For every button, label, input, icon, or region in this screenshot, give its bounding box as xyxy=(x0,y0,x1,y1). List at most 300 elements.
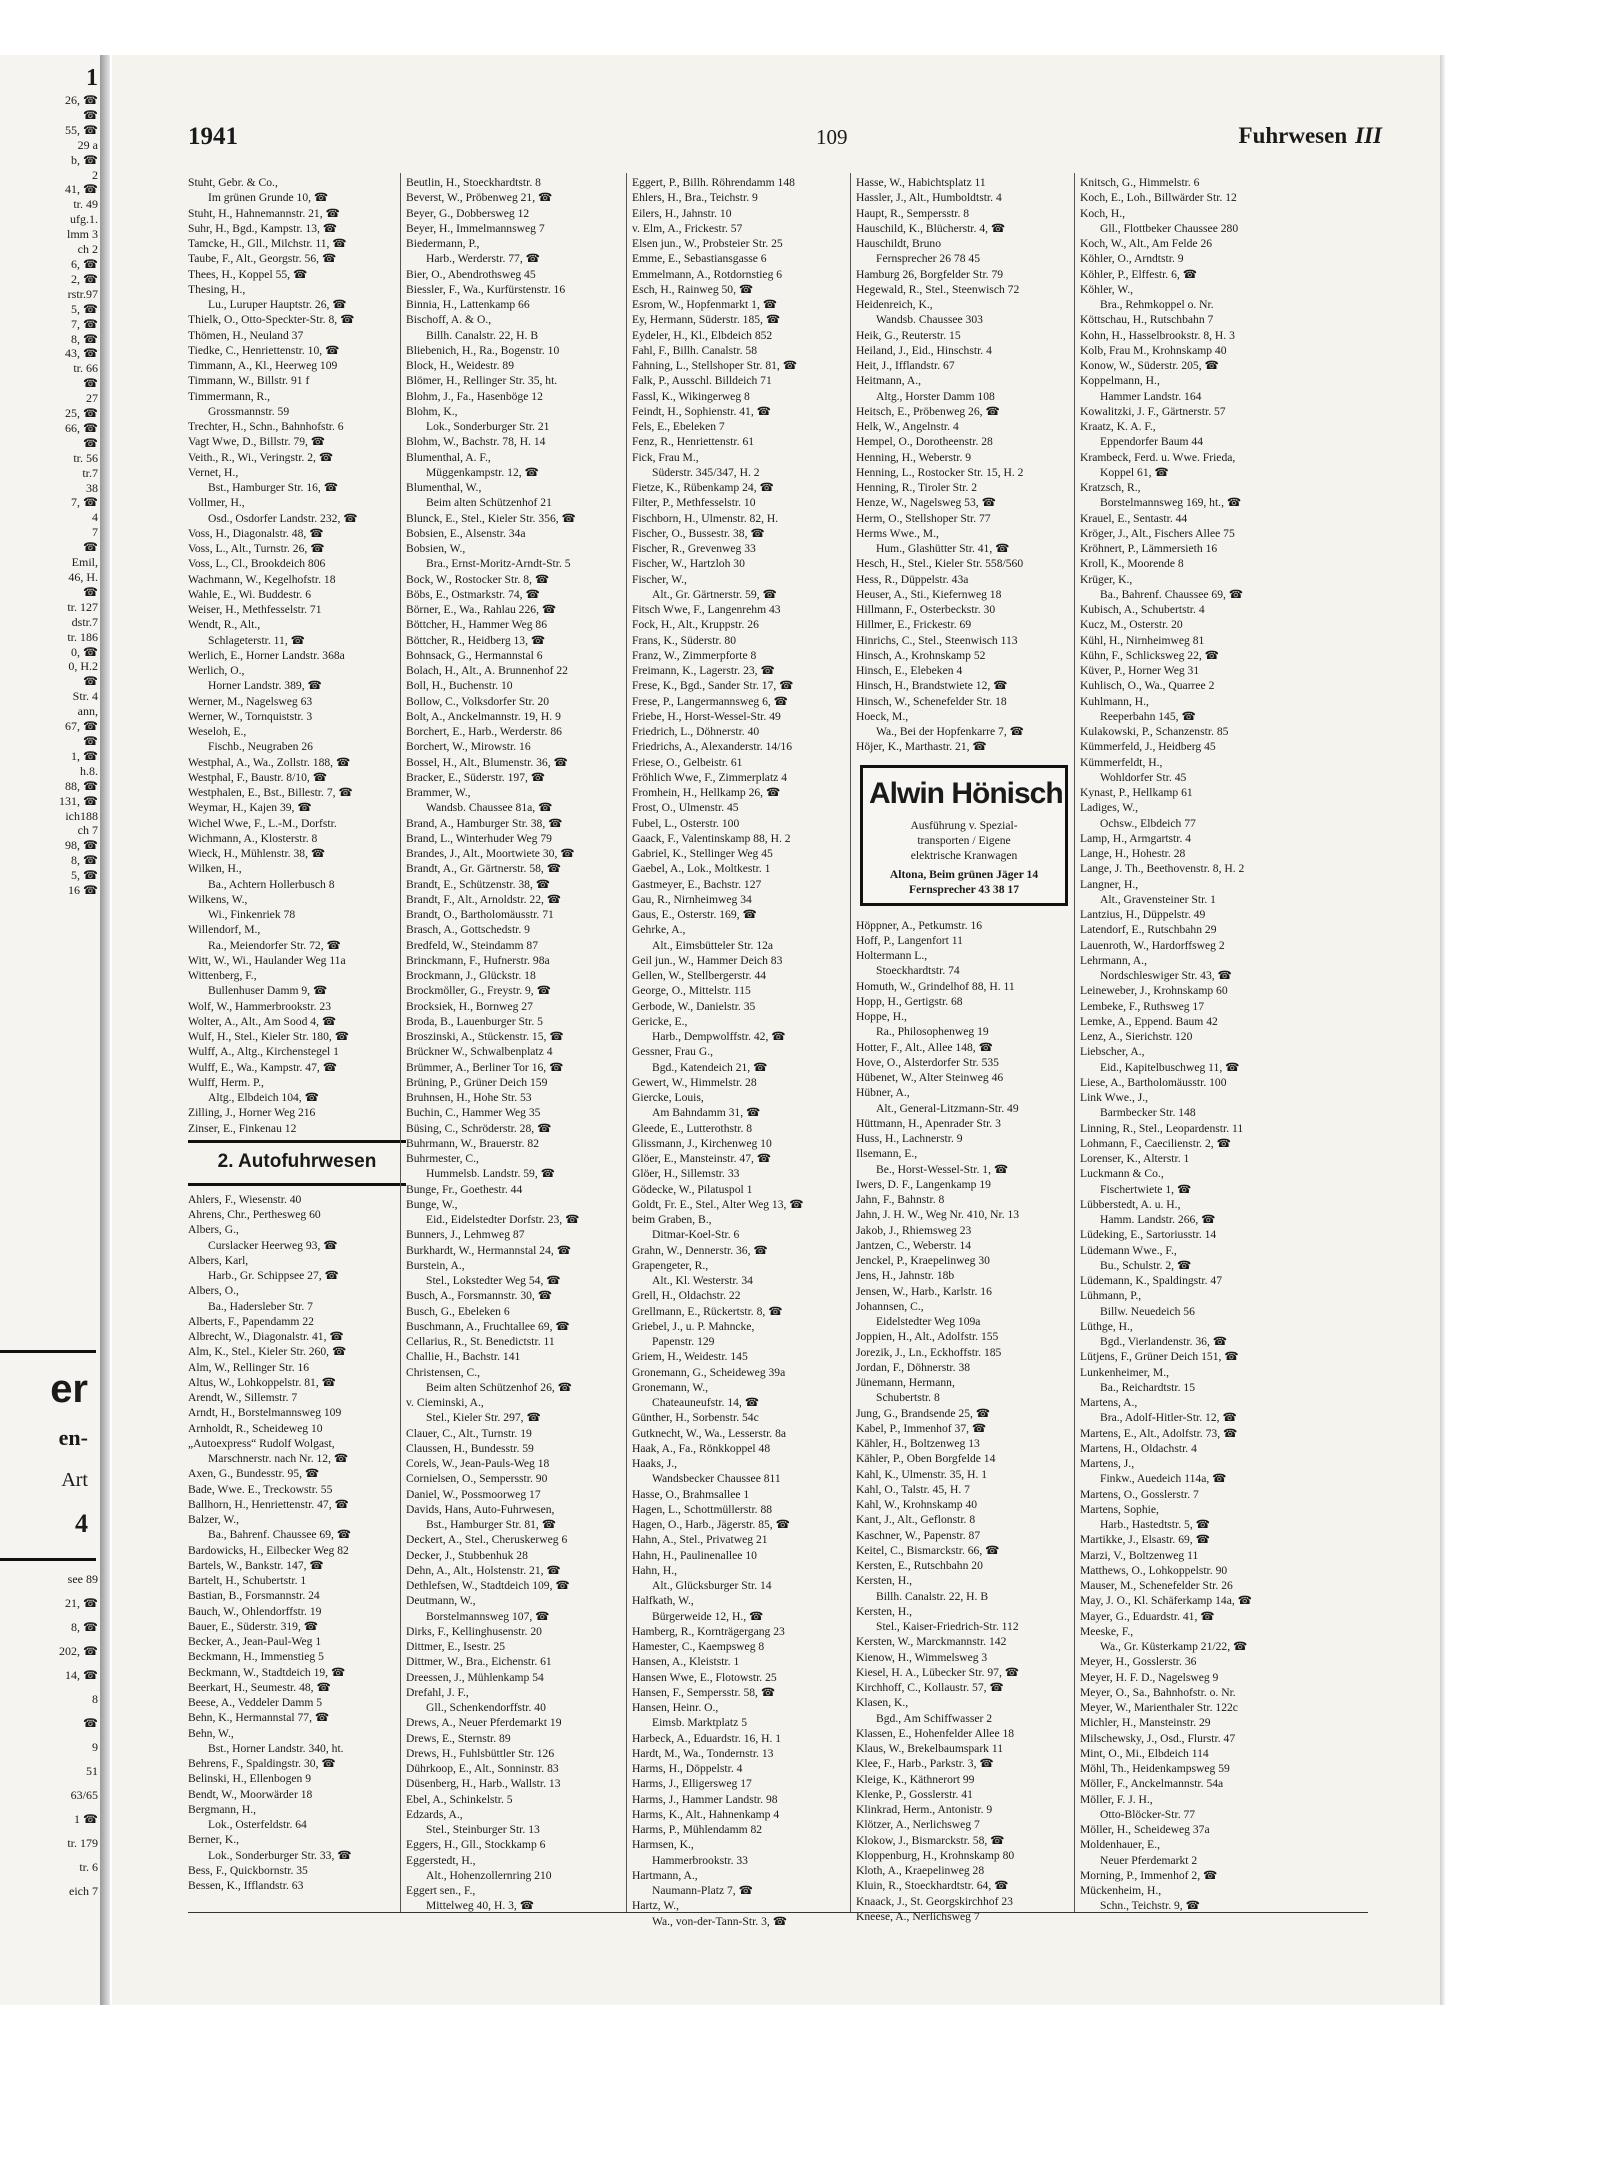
directory-entry: Koppelmann, H., xyxy=(1080,374,1160,388)
directory-entry-continuation: Eppendorfer Baum 44 xyxy=(1100,435,1204,449)
directory-entry: Becker, A., Jean-Paul-Weg 1 xyxy=(188,1635,322,1648)
directory-entry: Hotter, F., Alt., Allee 148, ☎ xyxy=(856,1040,994,1054)
directory-entry-continuation: Fernsprecher 26 78 45 xyxy=(876,252,980,266)
directory-entry: Lamp, H., Armgartstr. 4 xyxy=(1080,831,1192,845)
directory-entry: Kühn, F., Schlicksweg 22, ☎ xyxy=(1080,648,1220,662)
directory-entry: Klaus, W., Brekelbaumspark 11 xyxy=(856,1742,1004,1755)
directory-column-4 xyxy=(856,175,1074,1924)
directory-entry-continuation: Ditmar-Koel-Str. 6 xyxy=(652,1228,740,1242)
directory-entry: Lüthge, H., xyxy=(1080,1319,1133,1333)
directory-entry: Kloth, A., Kraepelinweg 28 xyxy=(856,1864,985,1877)
page-header xyxy=(188,123,1402,159)
directory-entry: Kahl, O., Talstr. 45, H. 7 xyxy=(856,1482,970,1496)
directory-entry: Hinrichs, C., Stel., Steenwisch 113 xyxy=(856,633,1018,647)
directory-entry: Herm, O., Stellshoper Str. 77 xyxy=(856,511,991,525)
directory-column-2 xyxy=(406,175,624,1914)
directory-entry: Griebel, J., u. P. Mahncke, xyxy=(632,1319,755,1333)
directory-entry: Fischer, R., Grevenweg 33 xyxy=(632,542,756,555)
directory-entry: Haaks, J., xyxy=(632,1457,678,1470)
directory-entry: Bier, O., Abendrothsweg 45 xyxy=(406,267,536,281)
directory-entry: Brückner W., Schwalbenplatz 4 xyxy=(406,1045,553,1059)
directory-entry: Berner, K., xyxy=(188,1833,240,1847)
directory-entry: v. Elm, A., Frickestr. 57 xyxy=(632,221,743,235)
directory-entry: Martens, H., Oldachstr. 4 xyxy=(1080,1441,1197,1455)
directory-entry: Kynast, P., Hellkamp 61 xyxy=(1080,786,1193,799)
directory-entry: Moldenhauer, E., xyxy=(1080,1838,1161,1852)
directory-entry: Stuht, Gebr. & Co., xyxy=(188,176,278,189)
directory-entry: Klenke, P., Gosslerstr. 41 xyxy=(856,1787,973,1801)
directory-entry: v. Cieminski, A., xyxy=(406,1396,484,1409)
directory-entry-continuation: Alt., Eimsbütteler Str. 12a xyxy=(652,938,774,952)
directory-entry: Binnia, H., Lattenkamp 66 xyxy=(406,298,530,311)
directory-entry: Fröhlich Wwe, F., Zimmerplatz 4 xyxy=(632,770,788,784)
page-bottom-rule xyxy=(188,1912,1368,1913)
header-title xyxy=(1239,123,1382,149)
directory-entry-continuation: Am Bahndamm 31, ☎ xyxy=(652,1106,761,1120)
directory-entry: Beckmann, W., Stadtdeich 19, ☎ xyxy=(188,1665,346,1679)
directory-entry: Vagt Wwe, D., Billstr. 79, ☎ xyxy=(188,435,326,449)
directory-entry: Kuhlisch, O., Wa., Quarree 2 xyxy=(1080,679,1215,693)
directory-entry: Kühl, H., Nirnheimweg 81 xyxy=(1080,633,1205,647)
directory-entry: Gödecke, W., Pilatuspol 1 xyxy=(632,1182,753,1196)
directory-entry: Ilsemann, E., xyxy=(856,1147,918,1161)
directory-entry: Bastian, B., Forsmannstr. 24 xyxy=(188,1589,320,1603)
directory-entry: „Autoexpress“ Rudolf Wolgast, xyxy=(188,1436,335,1450)
directory-entry: Milschewsky, J., Osd., Flurstr. 47 xyxy=(1080,1731,1236,1745)
directory-entry-continuation: Bürgerweide 12, H., ☎ xyxy=(652,1609,764,1623)
directory-entry: Helk, W., Angelnstr. 4 xyxy=(856,420,959,433)
directory-entry-continuation: Schn., Teichstr. 9, ☎ xyxy=(1100,1899,1201,1913)
directory-entry: Broszinski, A., Stückenstr. 15, ☎ xyxy=(406,1030,564,1043)
directory-entry-continuation: Bgd., Vierlandenstr. 36, ☎ xyxy=(1100,1335,1228,1348)
directory-entry-continuation: Harb., Gr. Schippsee 27, ☎ xyxy=(208,1269,340,1282)
directory-entry-continuation: Alt., Kl. Westerstr. 34 xyxy=(652,1274,753,1287)
directory-entry: Eggert sen., F., xyxy=(406,1884,476,1897)
directory-entry: Kersten, H., xyxy=(856,1574,913,1588)
directory-entry: Hinsch, E., Elebeken 4 xyxy=(856,664,963,677)
directory-entry-continuation: Ba., Bahrenf. Chaussee 69, ☎ xyxy=(1100,587,1244,601)
adjacent-page-line: 25, ☎ xyxy=(65,406,98,421)
directory-entry: Drefahl, J. F., xyxy=(406,1685,469,1699)
directory-entry: Arnholdt, R., Scheideweg 10 xyxy=(188,1421,323,1435)
directory-entry: Kowalitzki, J. F., Gärtnerstr. 57 xyxy=(1080,404,1226,418)
directory-entry: Kolb, Frau M., Krohnskamp 40 xyxy=(1080,343,1227,357)
directory-entry-continuation: Stel., Kaiser-Friedrich-Str. 112 xyxy=(876,1620,1019,1633)
directory-entry: Glöer, H., Sillemstr. 33 xyxy=(632,1167,740,1181)
directory-entry: Blunck, E., Stel., Kieler Str. 356, ☎ xyxy=(406,511,576,525)
directory-entry-continuation: Süderstr. 345/347, H. 2 xyxy=(652,465,760,479)
directory-entry: Edzards, A., xyxy=(406,1807,463,1821)
adjacent-page-line: tr. 56 xyxy=(73,450,98,465)
directory-entry: Fenz, R., Henriettenstr. 61 xyxy=(632,435,755,449)
adjacent-page-line: lmm 3 xyxy=(66,227,98,242)
directory-entry: Keitel, C., Bismarckstr. 66, ☎ xyxy=(856,1543,1000,1557)
directory-entry: Weiser, H., Methfesselstr. 71 xyxy=(188,603,322,616)
directory-entry: Zilling, J., Horner Weg 216 xyxy=(188,1106,316,1120)
directory-entry-continuation: Papenstr. 129 xyxy=(652,1335,715,1348)
adjacent-page-line: rstr.97 xyxy=(67,286,98,301)
directory-entry: Kloppenburg, H., Krohnskamp 80 xyxy=(856,1848,1015,1862)
directory-entry: Kucz, M., Osterstr. 20 xyxy=(1080,618,1183,632)
directory-entry: Bredfeld, W., Steindamm 87 xyxy=(406,938,539,952)
directory-entry: Hasse, O., Brahmsallee 1 xyxy=(632,1487,750,1501)
advertiser-phone: Fernsprecher 43 38 17 xyxy=(908,882,1020,896)
directory-entry: Voss, L., Cl., Brookdeich 806 xyxy=(188,557,326,571)
directory-entry-continuation: Billh. Canalstr. 22, H. B xyxy=(876,1589,989,1603)
directory-entry-continuation: Bra., Ernst-Moritz-Arndt-Str. 5 xyxy=(426,557,571,571)
advertisement-line: transporten / Eigene xyxy=(917,833,1011,847)
directory-entry: Trechter, H., Schn., Bahnhofstr. 6 xyxy=(188,420,344,433)
directory-entry: Koch, W., Alt., Am Felde 26 xyxy=(1080,237,1213,250)
directory-entry: Goldt, Fr. E., Stel., Alter Weg 13, ☎ xyxy=(632,1197,804,1211)
directory-entry: Veith., R., Wi., Veringstr. 2, ☎ xyxy=(188,450,334,464)
directory-entry: Langner, H., xyxy=(1080,877,1139,891)
directory-entry: Meeske, F., xyxy=(1080,1624,1134,1638)
directory-entry: Lantzius, H., Düppelstr. 49 xyxy=(1080,908,1206,921)
directory-entry: Lunkenheimer, M., xyxy=(1080,1365,1170,1379)
directory-entry: beim Graben, B., xyxy=(632,1213,712,1226)
directory-entry: Hübenet, W., Alter Steinweg 46 xyxy=(856,1071,1004,1084)
directory-entry: Morning, P., Immenhof 2, ☎ xyxy=(1080,1868,1218,1882)
directory-entry: Hamester, C., Kaempsweg 8 xyxy=(632,1640,765,1653)
adjacent-page-line: 1 ☎ xyxy=(74,1812,98,1826)
directory-entry: Fock, H., Alt., Kruppstr. 26 xyxy=(632,618,759,632)
adjacent-page-line: Str. 4 xyxy=(72,689,98,704)
directory-entry: Blohm, K., xyxy=(406,404,458,418)
directory-entry: Wulff, Herm. P., xyxy=(188,1075,264,1089)
directory-entry: Beese, A., Veddeler Damm 5 xyxy=(188,1696,323,1709)
directory-entry: Beerkart, H., Seumestr. 48, ☎ xyxy=(188,1680,331,1694)
directory-entry: Behn, K., Hermannstal 77, ☎ xyxy=(188,1711,330,1725)
directory-entry: Mayer, G., Eduardstr. 41, ☎ xyxy=(1080,1609,1215,1623)
directory-entry: Fischer, W., xyxy=(632,572,687,586)
directory-entry: May, J. O., Kl. Schäferkamp 14a, ☎ xyxy=(1080,1594,1253,1608)
directory-entry: Giercke, Louis, xyxy=(632,1091,704,1104)
directory-entry: Brandt, F., Alt., Arnoldstr. 22, ☎ xyxy=(406,892,562,906)
adjacent-page-line: 51 xyxy=(86,1764,98,1778)
adjacent-page-line: 8, ☎ xyxy=(71,1620,98,1634)
directory-entry-continuation: Harb., Dempwolffstr. 42, ☎ xyxy=(652,1030,786,1043)
directory-entry-continuation: Finkw., Auedeich 114a, ☎ xyxy=(1100,1472,1227,1486)
adjacent-page-line: Emil, xyxy=(71,555,98,570)
directory-entry: Hove, O., Alsterdorfer Str. 535 xyxy=(856,1055,999,1069)
directory-entry: Michler, H., Mansteinstr. 29 xyxy=(1080,1716,1211,1730)
directory-entry: Burkhardt, W., Hermannstal 24, ☎ xyxy=(406,1243,572,1257)
directory-entry-continuation: Wa., Bei der Hopfenkarre 7, ☎ xyxy=(876,725,1025,738)
directory-entry: Willendorf, M., xyxy=(188,923,261,937)
directory-entry-continuation: Alt., Gr. Gärtnerstr. 59, ☎ xyxy=(652,587,777,601)
directory-entry-continuation: Gll., Flottbeker Chaussee 280 xyxy=(1100,221,1239,235)
directory-entry: Hagen, O., Harb., Jägerstr. 85, ☎ xyxy=(632,1518,791,1531)
directory-entry: Klassen, E., Hohenfelder Allee 18 xyxy=(856,1726,1015,1740)
directory-entry: Henning, H., Weberstr. 9 xyxy=(856,450,972,464)
directory-entry: Kiesel, H. A., Lübecker Str. 97, ☎ xyxy=(856,1665,1020,1679)
adjacent-page-line: eich 7 xyxy=(69,1884,98,1898)
directory-entry: Buhrmann, W., Brauerstr. 82 xyxy=(406,1136,539,1150)
adjacent-page-ad xyxy=(0,1350,96,1561)
adjacent-page-line: ann, xyxy=(77,704,98,719)
adjacent-page-line: h.8. xyxy=(80,763,98,778)
directory-entry: Leineweber, J., Krohnskamp 60 xyxy=(1080,984,1228,998)
directory-entry: Freimann, K., Lagerstr. 23, ☎ xyxy=(632,664,775,677)
directory-entry: Ey, Hermann, Süderstr. 185, ☎ xyxy=(632,313,781,327)
directory-entry: Kirchhoff, C., Kollaustr. 57, ☎ xyxy=(856,1681,1004,1694)
directory-entry: Bruhnsen, H., Hohe Str. 53 xyxy=(406,1091,532,1104)
directory-entry: Brand, L., Winterhuder Weg 79 xyxy=(406,831,552,845)
header-title-text: Fuhrwesen xyxy=(1238,123,1348,148)
directory-entry-continuation: Koppel 61, ☎ xyxy=(1100,465,1169,479)
directory-entry: Kratzsch, R., xyxy=(1080,481,1141,494)
directory-entry-continuation: Fischertwiete 1, ☎ xyxy=(1100,1182,1192,1196)
adjacent-page-line: 29 a xyxy=(77,137,98,152)
directory-entry: Brandt, O., Bartholomäusstr. 71 xyxy=(406,908,554,921)
adjacent-page-line: 38 xyxy=(86,480,98,495)
directory-entry: Höppner, A., Petkumstr. 16 xyxy=(856,918,983,932)
directory-entry: Heik, G., Reuterstr. 15 xyxy=(856,328,961,342)
directory-entry: Brinckmann, F., Hufnerstr. 98a xyxy=(406,953,550,967)
directory-entry-continuation: Alt., General-Litzmann-Str. 49 xyxy=(876,1101,1019,1115)
directory-entry: Haupt, R., Sempersstr. 8 xyxy=(856,206,970,220)
directory-entry-continuation: Wa., Gr. Küsterkamp 21/22, ☎ xyxy=(1100,1640,1248,1653)
directory-entry: Mint, O., Mi., Elbdeich 114 xyxy=(1080,1746,1209,1760)
directory-entry: Lüdeking, E., Sartoriusstr. 14 xyxy=(1080,1228,1217,1242)
directory-entry: Klee, F., Harb., Parkstr. 3, ☎ xyxy=(856,1757,994,1771)
directory-entry: Blumenthal, A. F., xyxy=(406,450,491,464)
directory-entry-continuation: Beim alten Schützenhof 26, ☎ xyxy=(426,1380,573,1394)
directory-entry: Knitsch, G., Himmelstr. 6 xyxy=(1080,176,1200,189)
directory-entry: Suhr, H., Bgd., Kampstr. 13, ☎ xyxy=(188,221,338,235)
adjacent-page-line: 88, ☎ xyxy=(65,778,98,793)
directory-entry: Wachmann, W., Kegelhofstr. 18 xyxy=(188,572,336,586)
directory-entry: Herms Wwe., M., xyxy=(856,526,939,540)
directory-entry: Möhl, Th., Heidenkampsweg 59 xyxy=(1080,1762,1230,1775)
adjacent-page-line: ☎ xyxy=(83,376,98,391)
directory-entry: Hamburg 26, Borgfelder Str. 79 xyxy=(856,267,1004,281)
directory-entry: Bolach, H., Alt., A. Brunnenhof 22 xyxy=(406,664,568,677)
directory-entry: Cellarius, R., St. Benedictstr. 11 xyxy=(406,1335,555,1348)
directory-entry: Busch, A., Forsmannstr. 30, ☎ xyxy=(406,1289,553,1303)
directory-entry-continuation: Gll., Schenkendorffstr. 40 xyxy=(426,1701,546,1714)
directory-entry: Wendt, R., Alt., xyxy=(188,618,261,632)
directory-entry: Meyer, O., Sa., Bahnhofstr. o. Nr. xyxy=(1080,1685,1236,1699)
directory-entry: Luckmann & Co., xyxy=(1080,1167,1164,1181)
directory-entry: Brümmer, A., Berliner Tor 16, ☎ xyxy=(406,1060,564,1074)
directory-entry: Deutmann, W., xyxy=(406,1594,476,1608)
directory-entry: Gleede, E., Lutterothstr. 8 xyxy=(632,1121,753,1135)
directory-entry: Fischer, O., Bussestr. 38, ☎ xyxy=(632,526,765,540)
directory-entry: Harms, K., Alt., Hahnenkamp 4 xyxy=(632,1807,780,1821)
directory-entry: Dittmer, E., Isestr. 25 xyxy=(406,1640,506,1653)
directory-entry: Lorenser, K., Alterstr. 1 xyxy=(1080,1152,1190,1165)
adjacent-page-line: b, ☎ xyxy=(71,152,98,167)
directory-entry: Borchert, W., Mirowstr. 16 xyxy=(406,740,531,754)
directory-entry: Thesing, H., xyxy=(188,282,246,296)
adjacent-page-line: 55, ☎ xyxy=(65,122,98,137)
directory-entry: Kröhnert, P., Lämmersieth 16 xyxy=(1080,542,1218,555)
directory-entry: Wichel Wwe, F., L.-M., Dorfstr. xyxy=(188,816,337,830)
directory-entry: Harms, J., Hammer Landstr. 98 xyxy=(632,1792,778,1806)
directory-entry: Timmann, A., Kl., Heerweg 109 xyxy=(188,359,338,372)
directory-entry: Timmermann, R., xyxy=(188,389,271,403)
directory-entry: Mückenheim, H., xyxy=(1080,1884,1162,1897)
directory-entry-continuation: Im grünen Grunde 10, ☎ xyxy=(208,191,329,205)
directory-entry: Friedrich, L., Döhnerstr. 40 xyxy=(632,725,760,738)
adjacent-page-strip xyxy=(0,55,104,2005)
directory-entry: Geil jun., W., Hammer Deich 83 xyxy=(632,953,783,967)
directory-entry: Brockmöller, G., Freystr. 9, ☎ xyxy=(406,984,552,998)
directory-entry: Jenckel, P., Kraepelinweg 30 xyxy=(856,1254,990,1267)
directory-entry: Jantzen, C., Weberstr. 14 xyxy=(856,1238,972,1252)
directory-entry: Ballhorn, H., Henriettenstr. 47, ☎ xyxy=(188,1497,349,1511)
directory-entry: Heidenreich, K., xyxy=(856,298,933,311)
directory-entry: Thielk, O., Otto-Speckter-Str. 8, ☎ xyxy=(188,313,355,327)
directory-entry: Hansen, F., Sempersstr. 58, ☎ xyxy=(632,1685,776,1699)
advertiser-name: Alwin Hönisch xyxy=(869,776,1063,810)
directory-entry: Christensen, C., xyxy=(406,1365,481,1379)
directory-entry: Lüdemann Wwe., F., xyxy=(1080,1243,1177,1257)
directory-entry: Börner, E., Wa., Rahlau 226, ☎ xyxy=(406,603,557,616)
directory-entry: Ladiges, W., xyxy=(1080,801,1138,815)
directory-entry: Hahn, A., Stel., Privatweg 21 xyxy=(632,1533,768,1547)
directory-entry-continuation: Eimsb. Marktplatz 5 xyxy=(652,1716,747,1730)
directory-entry: Henze, W., Nagelsweg 53, ☎ xyxy=(856,496,997,510)
directory-entry: Feindt, H., Sophienstr. 41, ☎ xyxy=(632,404,772,418)
directory-entry: Jens, H., Jahnstr. 18b xyxy=(856,1269,955,1283)
directory-entry: Kleige, K., Käthnerort 99 xyxy=(856,1772,975,1786)
adjacent-ad-text: en- xyxy=(58,1425,88,1450)
directory-entry-continuation: Osd., Osdorfer Landstr. 232, ☎ xyxy=(208,511,358,525)
directory-entry: Challie, H., Bachstr. 141 xyxy=(406,1350,521,1364)
directory-entry: Gronemann, W., xyxy=(632,1380,708,1394)
directory-entry: Martikke, J., Elsastr. 69, ☎ xyxy=(1080,1533,1211,1547)
directory-entry: Gaebel, A., Lok., Moltkestr. 1 xyxy=(632,862,771,876)
directory-entry: Heiland, J., Eid., Hinschstr. 4 xyxy=(856,343,992,357)
directory-entry: Wolf, W., Hammerbrookstr. 23 xyxy=(188,999,332,1013)
directory-entry: Krambeck, Ferd. u. Wwe. Frieda, xyxy=(1080,450,1236,464)
directory-entry: Hopp, H., Gertigstr. 68 xyxy=(856,994,963,1008)
directory-entry: Daniel, W., Possmoorweg 17 xyxy=(406,1487,541,1501)
directory-entry: Esch, H., Rainweg 50, ☎ xyxy=(632,282,754,296)
directory-entry: Biedermann, P., xyxy=(406,237,480,250)
advertisement-box xyxy=(860,765,1068,906)
directory-entry: Hamberg, R., Kornträgergang 23 xyxy=(632,1624,785,1638)
adjacent-page-line: ufg.1. xyxy=(70,212,98,227)
directory-entry: Emme, E., Sebastiansgasse 6 xyxy=(632,252,767,266)
directory-entry: Burstein, A., xyxy=(406,1258,465,1272)
directory-entry: Albers, O., xyxy=(188,1284,239,1298)
adjacent-page-text xyxy=(0,63,98,898)
directory-entry-continuation: Marschnerstr. nach Nr. 12, ☎ xyxy=(208,1452,349,1465)
adjacent-page-line: ☎ xyxy=(83,540,98,555)
header-page-number: 109 xyxy=(816,125,848,149)
adjacent-page-line: tr.7 xyxy=(82,465,98,480)
directory-entry: Grapengeter, R., xyxy=(632,1258,709,1272)
directory-entry: Wilken, H., xyxy=(188,862,242,876)
header-section-number: III xyxy=(1355,123,1382,148)
directory-entry: Klokow, J., Bismarckstr. 58, ☎ xyxy=(856,1833,1005,1847)
directory-entry: Hess, R., Düppelstr. 43a xyxy=(856,572,969,586)
adjacent-page-line: 0, ☎ xyxy=(71,644,98,659)
directory-entry: Fahl, F., Billh. Canalstr. 58 xyxy=(632,343,757,357)
directory-entry: Tamcke, H., Gll., Milchstr. 11, ☎ xyxy=(188,237,347,250)
directory-entry-continuation: Ba., Bahrenf. Chaussee 69, ☎ xyxy=(208,1528,352,1542)
adjacent-ad-text: Art xyxy=(61,1469,88,1491)
directory-entry: Bossel, H., Alt., Blumenstr. 36, ☎ xyxy=(406,755,568,769)
directory-entry: Filter, P., Methfesselstr. 10 xyxy=(632,496,756,510)
directory-entry: Dührkoop, E., Alt., Sonninstr. 83 xyxy=(406,1762,559,1775)
scan-margin xyxy=(0,2005,1600,2177)
directory-entry: Bunge, Fr., Goethestr. 44 xyxy=(406,1182,523,1196)
directory-entry-continuation: Lok., Sonderburger Str. 33, ☎ xyxy=(208,1848,352,1862)
directory-entry: Böttcher, R., Heidberg 13, ☎ xyxy=(406,633,546,647)
page-gutter-shadow xyxy=(100,55,110,2005)
directory-entry: Blumenthal, W., xyxy=(406,481,482,494)
adjacent-page-line: 98, ☎ xyxy=(65,838,98,853)
adjacent-page-line: tr. 66 xyxy=(73,361,98,376)
directory-entry: Hegewald, R., Stel., Steenwisch 72 xyxy=(856,282,1020,296)
directory-entry: Gewert, W., Himmelstr. 28 xyxy=(632,1075,757,1089)
directory-entry: Lütjens, F., Grüner Deich 151, ☎ xyxy=(1080,1350,1239,1364)
directory-entry: Elsen jun., W., Probsteier Str. 25 xyxy=(632,237,783,250)
directory-entry-continuation: Bra., Adolf-Hitler-Str. 12, ☎ xyxy=(1100,1411,1237,1425)
directory-entry: Martens, J., xyxy=(1080,1457,1135,1470)
directory-entry-continuation: Grossmannstr. 59 xyxy=(208,404,290,418)
directory-entry: Ebel, A., Schinkelstr. 5 xyxy=(406,1792,513,1806)
directory-entry-continuation: Chateauneufstr. 14, ☎ xyxy=(652,1396,760,1409)
directory-entry: Liebscher, A., xyxy=(1080,1045,1145,1059)
directory-entry: Joppien, H., Alt., Adolfstr. 155 xyxy=(856,1330,999,1344)
directory-entry-continuation: Ba., Achtern Hollerbusch 8 xyxy=(208,877,335,891)
adjacent-page-line: 21, ☎ xyxy=(65,1596,98,1610)
directory-entry-continuation: Eid., Kapitelbuschweg 11, ☎ xyxy=(1100,1060,1240,1074)
directory-entry: Heitsch, E., Pröbenweg 26, ☎ xyxy=(856,404,1000,418)
directory-entry: Beyer, H., Immelmannsweg 7 xyxy=(406,221,545,235)
directory-entry: Henning, R., Tiroler Str. 2 xyxy=(856,481,978,494)
directory-entry-continuation: Horner Landstr. 389, ☎ xyxy=(208,679,322,693)
directory-entry: Möller, F., Anckelmannstr. 54a xyxy=(1080,1777,1224,1791)
directory-entry-continuation: Wandsb. Chaussee 81a, ☎ xyxy=(426,801,553,815)
adjacent-page-line: ☎ xyxy=(83,584,98,599)
directory-entry-continuation: Lok., Osterfeldstr. 64 xyxy=(208,1818,307,1831)
adjacent-page-line: 63/65 xyxy=(70,1788,98,1802)
adjacent-page-line: 2, ☎ xyxy=(71,271,98,286)
directory-entry: Gastmeyer, E., Bachstr. 127 xyxy=(632,877,762,891)
directory-entry: Bolt, A., Anckelmannstr. 19, H. 9 xyxy=(406,709,561,723)
adjacent-page-line: 7, ☎ xyxy=(71,316,98,331)
directory-entry-continuation: Bgd., Katendeich 21, ☎ xyxy=(652,1060,768,1074)
directory-entry: Linning, R., Stel., Leopardenstr. 11 xyxy=(1080,1121,1244,1135)
directory-entry: Hinsch, H., Brandstwiete 12, ☎ xyxy=(856,679,1008,693)
directory-entry: Hempel, O., Dorotheenstr. 28 xyxy=(856,435,993,449)
page-edge xyxy=(1440,55,1446,2005)
directory-entry: Eggers, H., Gll., Stockkamp 6 xyxy=(406,1838,546,1852)
directory-entry: Grahn, W., Dennerstr. 36, ☎ xyxy=(632,1243,768,1257)
directory-entry: Meyer, H., Gosslerstr. 36 xyxy=(1080,1655,1197,1669)
directory-entry: Decker, J., Stubbenhuk 28 xyxy=(406,1548,528,1562)
directory-entry-continuation: Bst., Hamburger Str. 16, ☎ xyxy=(208,481,339,494)
directory-entry: Harms, J., Elligersweg 17 xyxy=(632,1777,752,1791)
directory-entry-continuation: Stoeckhardtstr. 74 xyxy=(876,964,960,978)
directory-entry: Böttcher, H., Hammer Weg 86 xyxy=(406,618,548,632)
directory-entry: Bergmann, H., xyxy=(188,1802,257,1816)
adjacent-page-line: 7, ☎ xyxy=(71,495,98,510)
directory-entry: Falk, P., Ausschl. Billdeich 71 xyxy=(632,374,772,388)
directory-entry-continuation: Beim alten Schützenhof 21 xyxy=(426,496,552,510)
directory-entry: Jahn, J. H. W., Weg Nr. 410, Nr. 13 xyxy=(856,1208,1020,1222)
directory-entry: Kaschner, W., Papenstr. 87 xyxy=(856,1528,981,1542)
directory-entry: Bischoff, A. & O., xyxy=(406,313,492,327)
directory-entry: Blohm, W., Bachstr. 78, H. 14 xyxy=(406,435,546,449)
